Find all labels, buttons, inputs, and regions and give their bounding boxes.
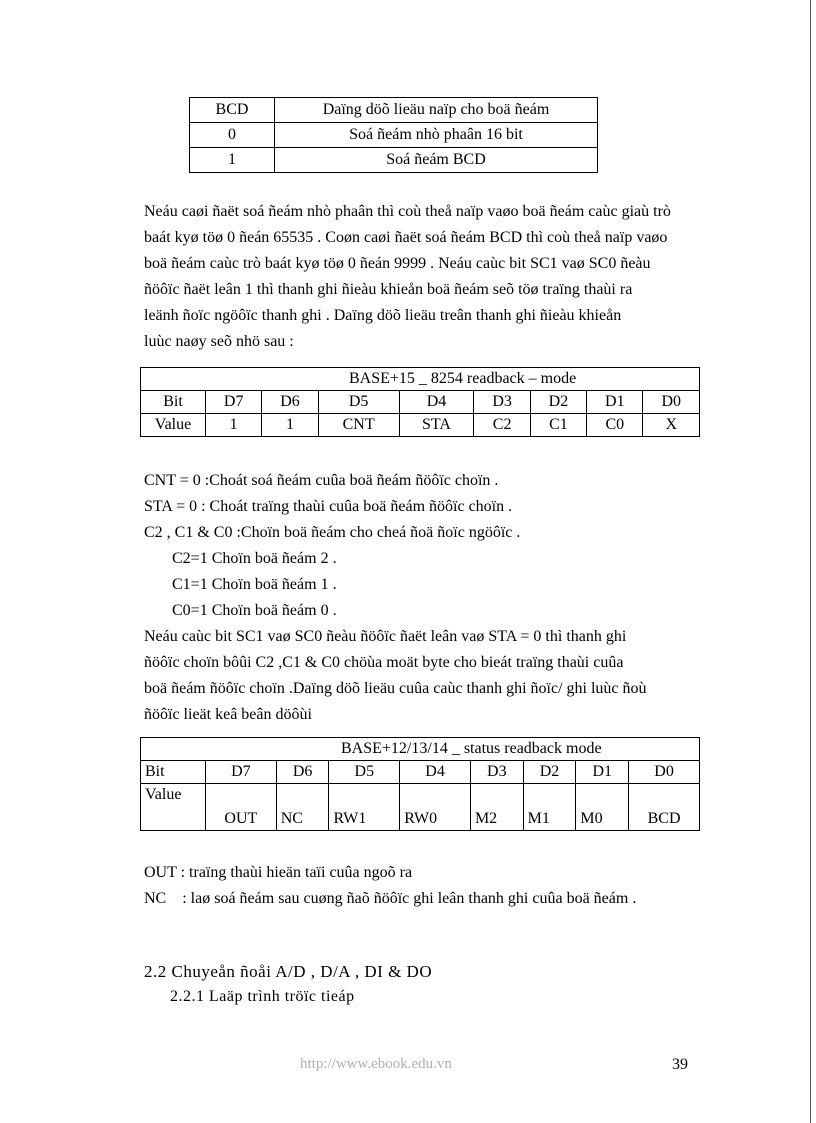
table-header-row <box>190 98 598 123</box>
table-row <box>141 761 700 784</box>
table-cell: Value <box>141 414 206 437</box>
section-title: 2.2 Chuyeån ñoåi A/D , D/A , DI & DO <box>144 962 433 981</box>
table-cell: D2 <box>523 761 576 784</box>
table-cell: X <box>643 414 700 437</box>
text-line: boä ñeám caùc trò baát kyø töø 0 ñeán 9999 . Neáu caùc bit SC1 vaø SC0 ñeàu <box>144 255 651 272</box>
text-line: ñöôïc lieät keâ beân döôùi <box>144 706 312 723</box>
text-line: leänh ñoïc ngöôïc thanh ghi . Daïng döõ lieäu treân thanh ghi ñieàu khieån <box>144 307 622 324</box>
table-cell: RW1 <box>329 784 400 831</box>
table-cell: D5 <box>318 391 399 414</box>
text-line: Neáu caùc bit SC1 vaø SC0 ñeàu ñöôïc ñaët leân vaø STA = 0 thì thanh ghi <box>144 628 627 645</box>
table-cell: Value <box>141 784 206 831</box>
table-cell: D6 <box>262 391 318 414</box>
description-line: C2 , C1 & C0 :Choïn boä ñeám cho cheá ñoä ñoïc ngöôïc . <box>144 524 521 541</box>
field-descriptions <box>144 468 704 624</box>
paragraph-status-explanation <box>144 624 704 728</box>
text-line: boä ñeám ñöôïc choïn .Daïng döõ lieäu cuûa caùc thanh ghi ñoïc/ ghi luùc ñoù <box>144 680 647 697</box>
counter-select-line: C2=1 Choïn boä ñeám 2 . <box>172 550 337 567</box>
table-cell: D7 <box>206 761 277 784</box>
status-notes <box>144 860 704 912</box>
table-cell: D5 <box>329 761 400 784</box>
table-cell: D2 <box>530 391 586 414</box>
table-row <box>141 414 700 437</box>
table-cell: C0 <box>587 414 643 437</box>
table-cell: 1 <box>206 414 262 437</box>
table-cell: 1 <box>190 148 275 173</box>
table-cell: D3 <box>470 761 523 784</box>
text-line: ñöôïc choïn bôûi C2 ,C1 & C0 chöùa moät byte cho bieát traïng thaùi cuûa <box>144 654 624 671</box>
table-cell: M0 <box>576 784 629 831</box>
table-cell: C2 <box>474 414 530 437</box>
table-cell: 0 <box>190 123 275 148</box>
text-line: Neáu caøi ñaët soá ñeám nhò phaân thì coù theå naïp vaøo boä ñeám caùc giaù trò <box>144 203 671 220</box>
table-cell: M2 <box>470 784 523 831</box>
text-line: ñöôïc ñaët leân 1 thì thanh ghi ñieàu khieån boä ñeám seõ töø traïng thaùi ra <box>144 281 633 298</box>
table-cell: D1 <box>576 761 629 784</box>
table-cell: D1 <box>587 391 643 414</box>
table-row <box>190 148 598 173</box>
table-header-cell: BCD <box>190 98 275 123</box>
table-cell: D0 <box>643 391 700 414</box>
table-cell: 1 <box>262 414 318 437</box>
table-cell: STA <box>399 414 474 437</box>
table-cell: CNT <box>318 414 399 437</box>
table-title-row <box>141 368 700 391</box>
table-title: BASE+12/13/14 _ status readback mode <box>141 738 700 761</box>
table-cell: NC <box>276 784 329 831</box>
table-title: BASE+15 _ 8254 readback – mode <box>141 368 700 391</box>
table-row <box>141 784 700 831</box>
table-cell: D3 <box>474 391 530 414</box>
table-cell: M1 <box>523 784 576 831</box>
table-cell: BCD <box>629 784 700 831</box>
table-row <box>141 391 700 414</box>
table-cell: RW0 <box>400 784 471 831</box>
counter-select-line: C0=1 Choïn boä ñeám 0 . <box>172 602 337 619</box>
table-cell: Bit <box>141 761 206 784</box>
text-line: luùc naøy seõ nhö sau : <box>144 333 294 350</box>
note-line: OUT : traïng thaùi hieän taïi cuûa ngoõ ra <box>144 864 413 881</box>
readback-mode-table <box>140 367 700 437</box>
description-line: CNT = 0 :Choát soá ñeám cuûa boä ñeám ñöôïc choïn . <box>144 472 499 489</box>
table-cell: Soá ñeám nhò phaân 16 bit <box>275 123 598 148</box>
table-cell: D4 <box>400 761 471 784</box>
subsection-title: 2.2.1 Laäp trình tröïc tieáp <box>170 988 355 1005</box>
text-line: baát kyø töø 0 ñeán 65535 . Coøn caøi ñaët soá ñeám BCD thì coù theå naïp vaøo <box>144 229 668 246</box>
page-border <box>810 0 811 1123</box>
status-readback-table <box>140 737 700 831</box>
description-line: STA = 0 : Choát traïng thaùi cuûa boä ñeám ñöôïc choïn . <box>144 498 513 515</box>
table-cell: D0 <box>629 761 700 784</box>
counter-select-line: C1=1 Choïn boä ñeám 1 . <box>172 576 337 593</box>
table-row <box>190 123 598 148</box>
table-cell: D7 <box>206 391 262 414</box>
table-cell: Soá ñeám BCD <box>275 148 598 173</box>
table-cell: D4 <box>399 391 474 414</box>
table-cell: C1 <box>530 414 586 437</box>
table-cell: D6 <box>276 761 329 784</box>
footer-url: http://www.ebook.edu.vn <box>300 1056 452 1072</box>
table-cell: Bit <box>141 391 206 414</box>
table-header-cell: Daïng döõ lieäu naïp cho boä ñeám <box>275 98 598 123</box>
paragraph-bcd-explanation <box>144 199 704 355</box>
page-number: 39 <box>672 1056 688 1073</box>
table-title-row <box>141 738 700 761</box>
table-cell: OUT <box>206 784 277 831</box>
note-line: NC : laø soá ñeám sau cuøng ñaõ ñöôïc ghi leân thanh ghi cuûa boä ñeám . <box>144 890 637 907</box>
bcd-table <box>189 97 598 173</box>
